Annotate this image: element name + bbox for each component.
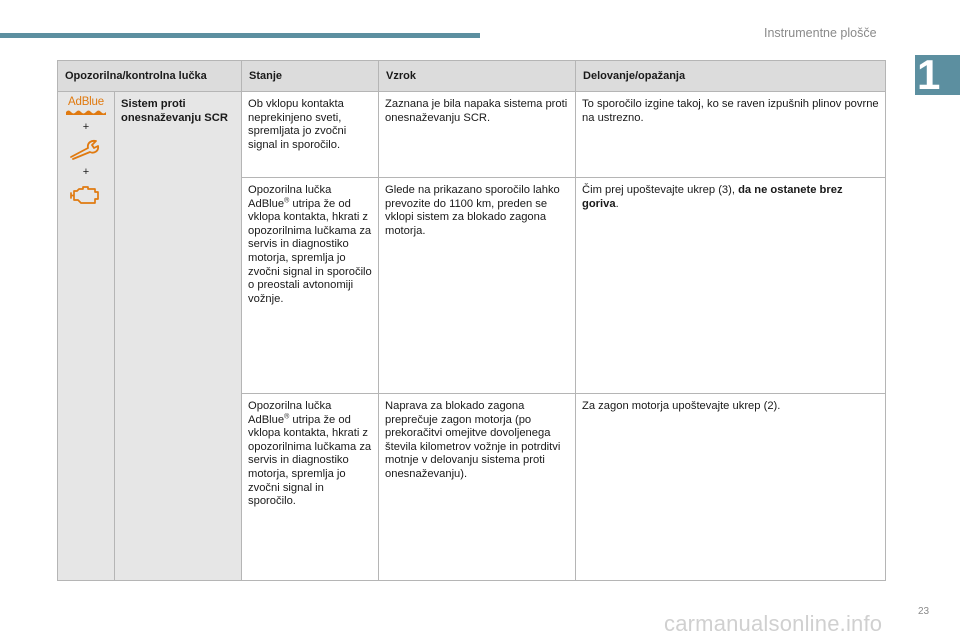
column-header: Delovanje/opažanja: [576, 61, 886, 92]
wave-icon: [66, 109, 106, 115]
state-cell: [242, 178, 379, 394]
chapter-tab: 1: [915, 55, 960, 95]
state-text: utripa že od vklopa kontakta, hkrati z opozorilnima lučkama za servis in diagnostiko motorja, spremlja jo zvočni signal in sporočilo.: [248, 413, 372, 508]
table-row: [58, 92, 886, 178]
action-cell: [576, 178, 886, 394]
cause-cell: Naprava za blokado zagona preprečuje zagon motorja (po prekoračitvi omejitve dovoljenega števila kilometrov vožnje in potrditvi motnje v delovanju sistema proti onesnaževanju).: [379, 394, 576, 581]
state-cell: [242, 394, 379, 581]
action-text: Čim prej upoštevajte ukrep (3),: [582, 184, 739, 196]
state-text: Opozorilna lučka AdBlue: [248, 184, 332, 210]
system-name-cell: Sistem proti onesnaževanju SCR: [115, 92, 242, 581]
action-cell: To sporočilo izgine takoj, ko se raven izpušnih plinov povrne na ustrezno.: [576, 92, 886, 178]
column-header: Opozorilna/kontrolna lučka: [58, 61, 242, 92]
watermark: carmanualsonline.info: [664, 611, 883, 636]
section-title: Instrumentne plošče: [764, 26, 877, 40]
registered-mark: ®: [284, 412, 290, 420]
adblue-label: AdBlue: [68, 96, 104, 108]
indicator-icons-cell: [58, 92, 115, 581]
action-emphasis: da ne ostanete brez goriva: [582, 184, 843, 210]
plus-sign: +: [82, 166, 90, 178]
warning-lights-table: [57, 60, 886, 581]
action-text: .: [615, 197, 619, 210]
header-accent-bar: [0, 33, 480, 38]
cause-cell: Glede na prikazano sporočilo lahko prevozite do 1100 km, preden se vklopi sistem za blokado zagona motorja.: [379, 178, 576, 394]
cause-cell: Zaznana je bila napaka sistema proti onesnaževanju SCR.: [379, 92, 576, 178]
page-number: 23: [918, 606, 930, 617]
column-header: Vzrok: [379, 61, 576, 92]
registered-mark: ®: [284, 196, 290, 204]
state-cell: Ob vklopu kontakta neprekinjeno sveti, spremljata jo zvočni signal in sporočilo.: [242, 92, 379, 178]
state-text: utripa že od vklopa kontakta, hkrati z opozorilnima lučkama za servis in diagnostiko motorja, spremlja jo zvočni signal in sporočilo o preostali avtonomiji vožnje.: [248, 197, 372, 305]
wrench-icon: [69, 138, 103, 160]
action-cell: Za zagon motorja upoštevajte ukrep (2).: [576, 394, 886, 581]
table-header-row: [58, 61, 886, 92]
adblue-icon: [66, 96, 106, 115]
engine-icon: [69, 183, 103, 205]
column-header: Stanje: [242, 61, 379, 92]
state-text: Opozorilna lučka AdBlue: [248, 400, 332, 426]
plus-sign: +: [82, 121, 90, 133]
